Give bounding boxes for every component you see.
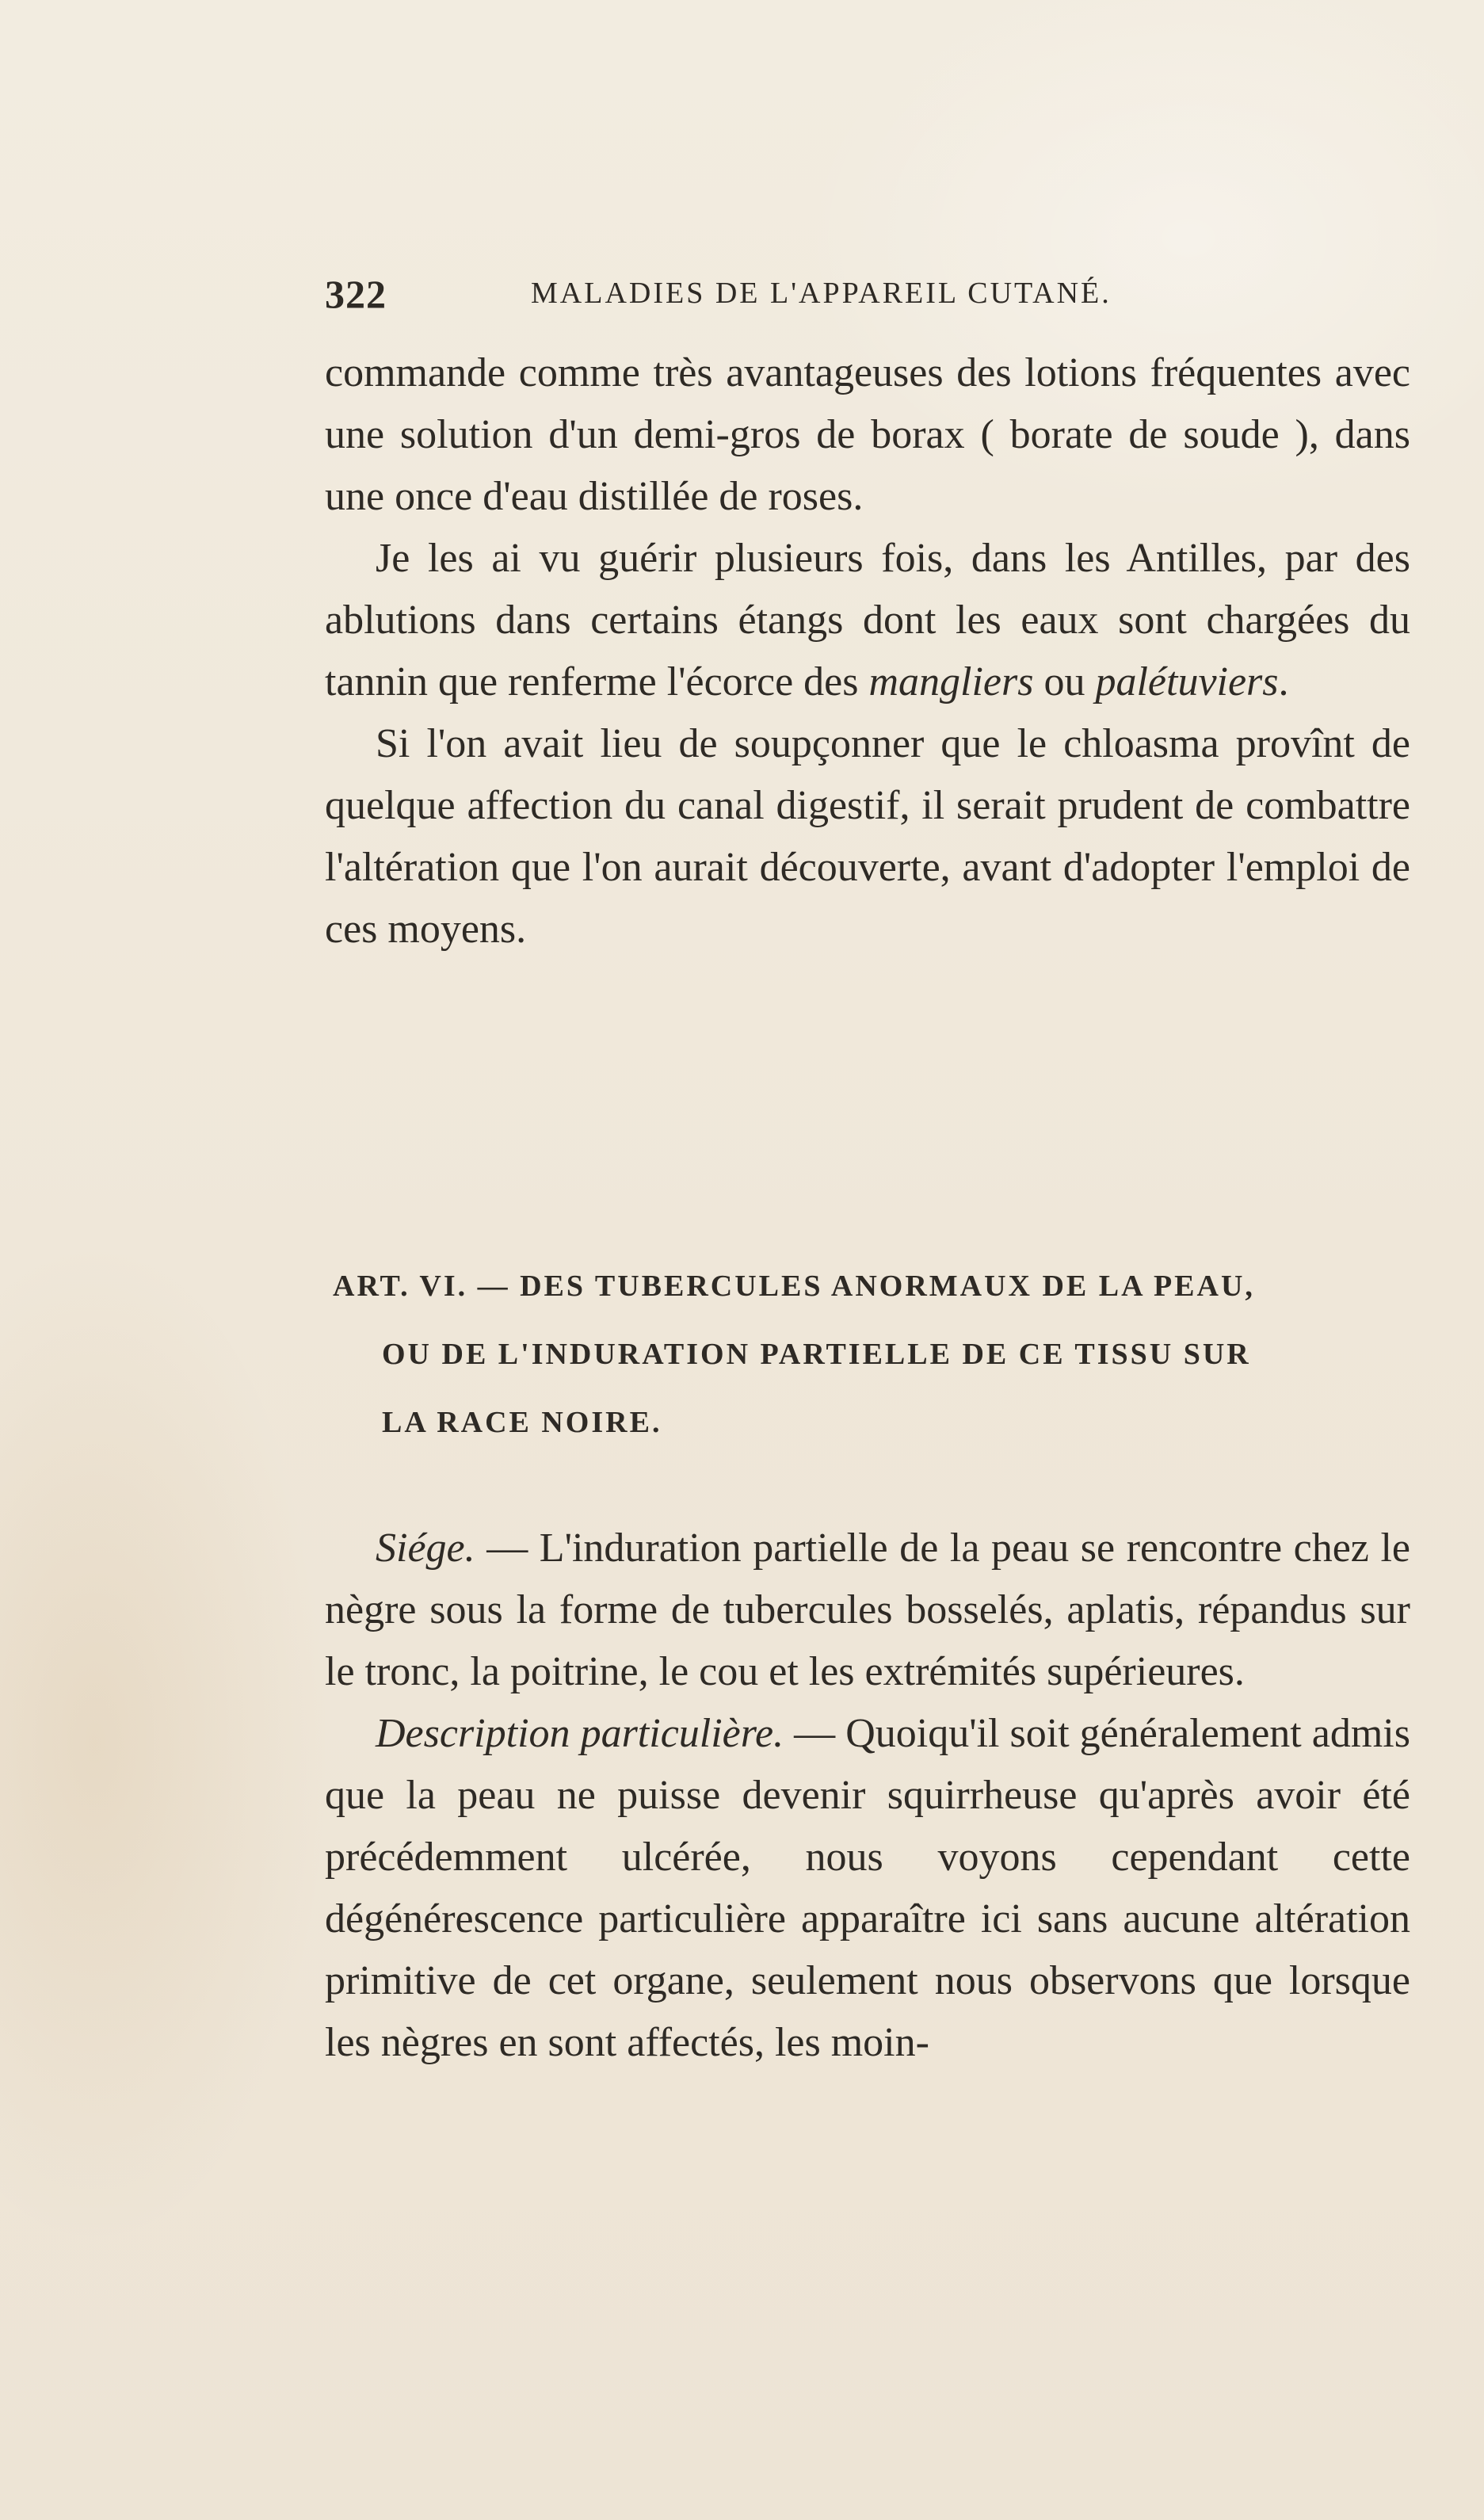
paragraph-description-text: — Quoiqu'il soit généralement admis que la peau ne puisse devenir squirrheuse qu'après avoir été précédemment ulcérée, nous voyons cependant cette dégénérescence particulière apparaître ici sans aucune altération primitive de cet organe, seulement nous observons que lorsque les nègres en sont affectés, les moin- xyxy=(325,1711,1410,2065)
page-number: 322 xyxy=(325,272,387,316)
term-paletuviers: palétuviers xyxy=(1095,659,1279,704)
article-heading-line-2: OU DE L'INDURATION PARTIELLE DE CE TISSU SUR xyxy=(382,1338,1251,1371)
running-head: MALADIES DE L'APPAREIL CUTANÉ. xyxy=(531,277,1112,310)
article-heading-line-1: ART. VI. — DES TUBERCULES ANORMAUX DE LA PEAU, xyxy=(333,1270,1255,1303)
article-heading-line-3: LA RACE NOIRE. xyxy=(382,1406,662,1439)
article-heading xyxy=(333,1252,1410,1457)
paragraph-chloasma: Si l'on avait lieu de soupçonner que le chloasma provînt de quelque affection du canal digestif, il serait prudent de combattre l'altération que l'on aurait découverte, avant d'adopter l'emploi de ces moyens. xyxy=(325,721,1410,952)
text-block-bottom xyxy=(325,1518,1410,2074)
paragraph-siege xyxy=(325,1518,1410,1703)
term-mangliers: mangliers xyxy=(868,659,1034,704)
page-header xyxy=(325,271,1410,326)
paragraph-antilles-text: Je les ai vu guérir plusieurs fois, dans les Antilles, par des ablutions dans certains étangs dont les eaux sont chargées du tannin que renferme l'écorce des xyxy=(325,536,1410,704)
label-siege: Siége. xyxy=(376,1525,475,1571)
paragraph-antilles-mid: ou xyxy=(1033,659,1096,704)
paragraph-antilles xyxy=(325,528,1410,713)
paragraph-description xyxy=(325,1703,1410,2074)
paragraph-siege-text: — L'induration partielle de la peau se rencontre chez le nègre sous la forme de tubercules bosselés, aplatis, répandus sur le tronc, la poitrine, le cou et les extrémités supérieures. xyxy=(325,1525,1410,1694)
text-block-top xyxy=(325,342,1410,960)
label-description: Description particulière. xyxy=(376,1711,784,1756)
paragraph-lotions: commande comme très avantageuses des lotions fréquentes avec une solution d'un demi-gros de borax ( borate de soude ), dans une once d'eau distillée de roses. xyxy=(325,350,1410,519)
paragraph-antilles-end: . xyxy=(1278,659,1289,704)
